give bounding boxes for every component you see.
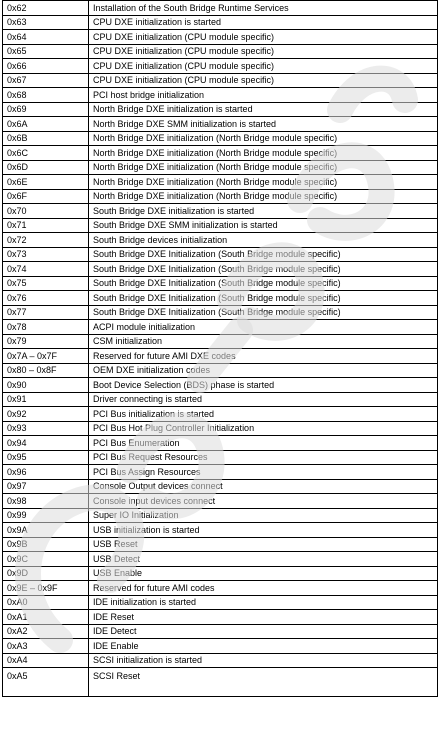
- table-row: [3, 1, 438, 16]
- description-cell: South Bridge DXE SMM initialization is started: [89, 218, 438, 233]
- table-row: [3, 189, 438, 204]
- table-row: [3, 653, 438, 668]
- post-code-cell: 0x72: [3, 233, 89, 248]
- description-cell: Driver connecting is started: [89, 392, 438, 407]
- description-cell: PCI Bus Hot Plug Controller Initialization: [89, 421, 438, 436]
- description-cell: CSM initialization: [89, 334, 438, 349]
- table-row: [3, 305, 438, 320]
- table-row: [3, 581, 438, 596]
- table-row: [3, 160, 438, 175]
- post-code-cell: 0x67: [3, 73, 89, 88]
- post-code-cell: 0x92: [3, 407, 89, 422]
- table-row: [3, 291, 438, 306]
- table-row: [3, 276, 438, 291]
- description-cell: South Bridge DXE Initialization (South Bridge module specific): [89, 247, 438, 262]
- description-cell: Installation of the South Bridge Runtime Services: [89, 1, 438, 16]
- table-row: [3, 465, 438, 480]
- post-code-cell: 0x63: [3, 15, 89, 30]
- table-row: [3, 392, 438, 407]
- post-code-cell: 0x79: [3, 334, 89, 349]
- post-code-cell: 0x66: [3, 59, 89, 74]
- table-row: [3, 59, 438, 74]
- table-row: [3, 262, 438, 277]
- post-code-cell: 0x9A: [3, 523, 89, 538]
- table-row: [3, 407, 438, 422]
- post-code-cell: 0x9E – 0x9F: [3, 581, 89, 596]
- post-code-cell: 0xA5: [3, 668, 89, 697]
- description-cell: North Bridge DXE initialization (North Bridge module specific): [89, 189, 438, 204]
- table-row: [3, 624, 438, 639]
- table-row: [3, 247, 438, 262]
- post-code-cell: 0x6D: [3, 160, 89, 175]
- description-cell: North Bridge DXE SMM initialization is started: [89, 117, 438, 132]
- table-row: [3, 363, 438, 378]
- post-code-cell: 0x94: [3, 436, 89, 451]
- table-row: [3, 320, 438, 335]
- post-code-cell: 0xA4: [3, 653, 89, 668]
- post-code-cell: 0x74: [3, 262, 89, 277]
- table-row: [3, 218, 438, 233]
- table-row: [3, 131, 438, 146]
- post-code-cell: 0x78: [3, 320, 89, 335]
- description-cell: IDE Reset: [89, 610, 438, 625]
- table-row: [3, 117, 438, 132]
- post-code-cell: 0xA1: [3, 610, 89, 625]
- post-code-cell: 0x6C: [3, 146, 89, 161]
- table-row: [3, 88, 438, 103]
- description-cell: South Bridge DXE Initialization (South Bridge module specific): [89, 291, 438, 306]
- post-code-cell: 0x9C: [3, 552, 89, 567]
- description-cell: PCI Bus Request Resources: [89, 450, 438, 465]
- description-cell: North Bridge DXE initialization (North Bridge module specific): [89, 175, 438, 190]
- description-cell: Reserved for future AMI DXE codes: [89, 349, 438, 364]
- post-code-cell: 0x97: [3, 479, 89, 494]
- post-code-cell: 0x96: [3, 465, 89, 480]
- description-cell: PCI Bus initialization is started: [89, 407, 438, 422]
- description-cell: USB Reset: [89, 537, 438, 552]
- description-cell: USB Detect: [89, 552, 438, 567]
- description-cell: South Bridge DXE Initialization (South Bridge module specific): [89, 305, 438, 320]
- description-cell: OEM DXE initialization codes: [89, 363, 438, 378]
- description-cell: PCI Bus Assign Resources: [89, 465, 438, 480]
- description-cell: Boot Device Selection (BDS) phase is started: [89, 378, 438, 393]
- post-code-cell: 0x68: [3, 88, 89, 103]
- post-code-cell: 0x93: [3, 421, 89, 436]
- table-row: [3, 334, 438, 349]
- description-cell: USB initialization is started: [89, 523, 438, 538]
- post-code-cell: 0x73: [3, 247, 89, 262]
- table-row: [3, 668, 438, 697]
- post-code-cell: 0x9D: [3, 566, 89, 581]
- post-code-cell: 0x64: [3, 30, 89, 45]
- table-row: [3, 204, 438, 219]
- description-cell: SCSI Reset: [89, 668, 438, 697]
- description-cell: North Bridge DXE initialization (North Bridge module specific): [89, 160, 438, 175]
- description-cell: Super IO Initialization: [89, 508, 438, 523]
- description-cell: PCI Bus Enumeration: [89, 436, 438, 451]
- post-code-cell: 0xA3: [3, 639, 89, 654]
- post-code-cell: 0x95: [3, 450, 89, 465]
- table-row: [3, 15, 438, 30]
- table-row: [3, 552, 438, 567]
- table-row: [3, 102, 438, 117]
- post-code-cell: 0x98: [3, 494, 89, 509]
- table-row: [3, 537, 438, 552]
- description-cell: IDE Detect: [89, 624, 438, 639]
- table-row: [3, 595, 438, 610]
- table-row: [3, 494, 438, 509]
- description-cell: North Bridge DXE initialization (North Bridge module specific): [89, 146, 438, 161]
- post-code-cell: 0x6F: [3, 189, 89, 204]
- description-cell: South Bridge DXE Initialization (South Bridge module specific): [89, 262, 438, 277]
- post-code-cell: 0x90: [3, 378, 89, 393]
- description-cell: South Bridge DXE initialization is started: [89, 204, 438, 219]
- post-code-cell: 0x6A: [3, 117, 89, 132]
- table-row: [3, 378, 438, 393]
- table-row: [3, 146, 438, 161]
- post-code-cell: 0x6E: [3, 175, 89, 190]
- post-code-cell: 0x77: [3, 305, 89, 320]
- post-code-cell: 0x71: [3, 218, 89, 233]
- post-code-cell: 0x75: [3, 276, 89, 291]
- description-cell: CPU DXE initialization (CPU module specific): [89, 30, 438, 45]
- post-code-cell: 0xA0: [3, 595, 89, 610]
- post-code-cell: 0x70: [3, 204, 89, 219]
- post-code-cell: 0x69: [3, 102, 89, 117]
- post-code-cell: 0x65: [3, 44, 89, 59]
- table-row: [3, 450, 438, 465]
- table-row: [3, 175, 438, 190]
- description-cell: IDE initialization is started: [89, 595, 438, 610]
- post-code-cell: 0xA2: [3, 624, 89, 639]
- description-cell: North Bridge DXE initialization is started: [89, 102, 438, 117]
- table-row: [3, 233, 438, 248]
- description-cell: ACPI module initialization: [89, 320, 438, 335]
- description-cell: PCI host bridge initialization: [89, 88, 438, 103]
- description-cell: Console input devices connect: [89, 494, 438, 509]
- table-row: [3, 44, 438, 59]
- post-code-cell: 0x6B: [3, 131, 89, 146]
- description-cell: CPU DXE initialization is started: [89, 15, 438, 30]
- table-row: [3, 479, 438, 494]
- table-row: [3, 421, 438, 436]
- post-code-cell: 0x80 – 0x8F: [3, 363, 89, 378]
- post-code-table-body: [3, 1, 438, 697]
- description-cell: CPU DXE initialization (CPU module specific): [89, 59, 438, 74]
- description-cell: Console Output devices connect: [89, 479, 438, 494]
- description-cell: South Bridge DXE Initialization (South Bridge module specific): [89, 276, 438, 291]
- table-row: [3, 566, 438, 581]
- description-cell: Reserved for future AMI codes: [89, 581, 438, 596]
- post-code-cell: 0x9B: [3, 537, 89, 552]
- table-row: [3, 523, 438, 538]
- post-code-cell: 0x91: [3, 392, 89, 407]
- post-code-cell: 0x62: [3, 1, 89, 16]
- post-code-cell: 0x7A – 0x7F: [3, 349, 89, 364]
- post-code-cell: 0x76: [3, 291, 89, 306]
- table-row: [3, 639, 438, 654]
- table-row: [3, 30, 438, 45]
- post-code-cell: 0x99: [3, 508, 89, 523]
- table-row: [3, 610, 438, 625]
- description-cell: CPU DXE initialization (CPU module specific): [89, 44, 438, 59]
- description-cell: SCSI initialization is started: [89, 653, 438, 668]
- post-code-table: [2, 0, 438, 697]
- description-cell: CPU DXE initialization (CPU module specific): [89, 73, 438, 88]
- description-cell: USB Enable: [89, 566, 438, 581]
- table-row: [3, 73, 438, 88]
- table-row: [3, 436, 438, 451]
- description-cell: South Bridge devices initialization: [89, 233, 438, 248]
- table-row: [3, 349, 438, 364]
- description-cell: North Bridge DXE initialization (North Bridge module specific): [89, 131, 438, 146]
- description-cell: IDE Enable: [89, 639, 438, 654]
- table-row: [3, 508, 438, 523]
